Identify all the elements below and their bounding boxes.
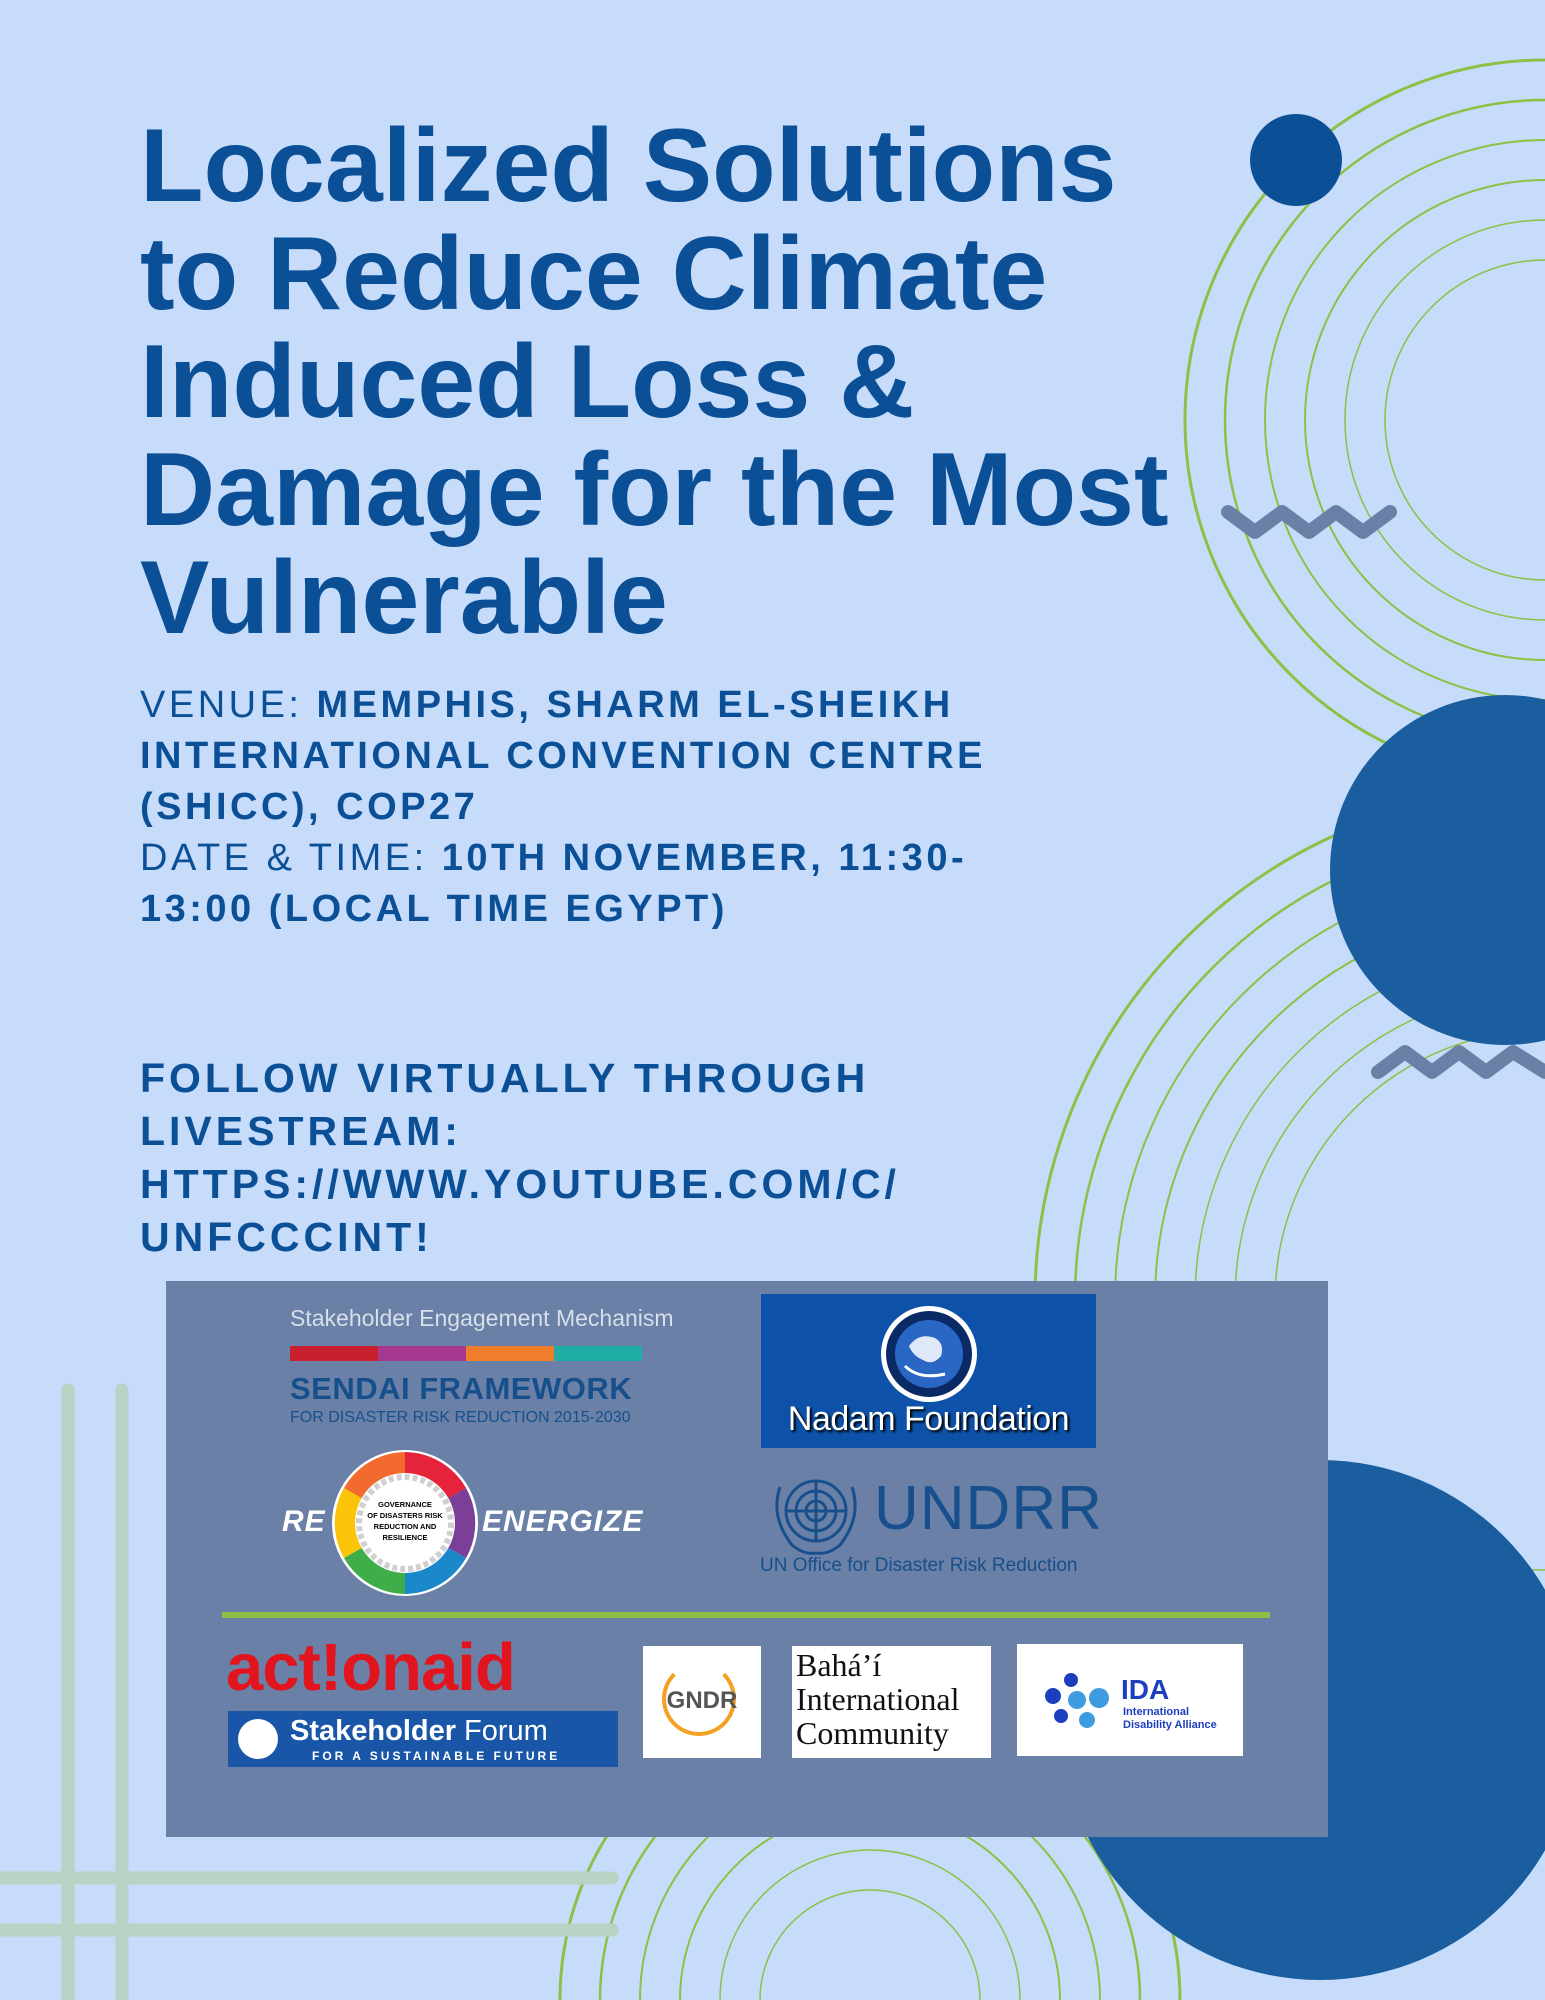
sendai-tagline: FOR DISASTER RISK REDUCTION 2015-2030 bbox=[290, 1409, 631, 1426]
undrr-logo bbox=[760, 1463, 1120, 1593]
globe-icon bbox=[238, 1719, 278, 1759]
bahai-logo bbox=[792, 1646, 991, 1758]
sendai-subtitle: Stakeholder Engagement Mechanism bbox=[290, 1305, 674, 1331]
ida-logo bbox=[1017, 1644, 1243, 1756]
stakeholder-forum-name bbox=[290, 1715, 548, 1748]
bahai-line-2: International bbox=[796, 1681, 960, 1717]
nadam-foundation-logo bbox=[761, 1294, 1096, 1448]
bahai-name bbox=[796, 1648, 959, 1750]
wheel-text-2: OF DISASTERS RISK bbox=[367, 1511, 443, 1520]
sendai-color-bar bbox=[290, 1346, 642, 1361]
gndr-logo bbox=[643, 1646, 761, 1758]
reenergize-logo bbox=[282, 1448, 652, 1598]
stakeholder-forum-logo bbox=[228, 1711, 618, 1767]
partner-logos-panel bbox=[166, 1281, 1328, 1837]
ida-acronym: IDA bbox=[1121, 1674, 1170, 1705]
ida-fullname bbox=[1123, 1706, 1243, 1732]
nadam-name: Nadam Foundation bbox=[787, 1400, 1070, 1438]
un-emblem-icon bbox=[764, 1467, 868, 1559]
actionaid-logo: act!onaid bbox=[226, 1630, 515, 1705]
venue-value: MEMPHIS, SHARM EL-SHEIKH INTERNATIONAL CONVENTION CENTRE (SHICC), COP27 bbox=[140, 684, 986, 828]
reenergize-left: RE bbox=[282, 1505, 326, 1538]
nadam-globe-icon bbox=[879, 1304, 979, 1404]
datetime-value: 10TH NOVEMBER, 11:30-13:00 (LOCAL TIME EGYPT) bbox=[140, 837, 968, 930]
ida-dots-icon bbox=[1041, 1670, 1115, 1730]
gndr-name: GNDR bbox=[666, 1687, 738, 1714]
bahai-line-3: Community bbox=[796, 1715, 949, 1751]
undrr-acronym: UNDRR bbox=[874, 1474, 1103, 1543]
stakeholder-forum-name-rest: Forum bbox=[456, 1715, 548, 1747]
wheel-text-4: RESILIENCE bbox=[382, 1533, 428, 1542]
event-details bbox=[140, 680, 1020, 935]
governance-wheel-icon bbox=[330, 1448, 480, 1598]
reenergize-right: ENERGIZE bbox=[482, 1505, 644, 1538]
bahai-line-1: Bahá’í bbox=[796, 1647, 882, 1683]
wheel-text-3: REDUCTION AND bbox=[373, 1522, 437, 1531]
venue-label: VENUE: bbox=[140, 684, 317, 726]
ida-line-1: International bbox=[1123, 1706, 1190, 1718]
venue-line bbox=[140, 680, 1020, 833]
sendai-framework-logo bbox=[290, 1305, 674, 1427]
stakeholder-forum-tagline: FOR A SUSTAINABLE FUTURE bbox=[312, 1749, 561, 1763]
event-title: Localized Solutions to Reduce Climate Induced Loss & Damage for the Most Vulnerable bbox=[140, 108, 1169, 656]
logo-divider bbox=[222, 1612, 1270, 1618]
livestream-label: FOLLOW VIRTUALLY THROUGH LIVESTREAM: bbox=[140, 1055, 870, 1154]
stakeholder-forum-name-bold: Stakeholder bbox=[290, 1715, 456, 1747]
livestream-link[interactable]: HTTPS://WWW.YOUTUBE.COM/C/ UNFCCCINT! bbox=[140, 1161, 900, 1260]
datetime-line bbox=[140, 833, 1020, 935]
wheel-text-1: GOVERNANCE bbox=[378, 1500, 432, 1509]
undrr-fullname: UN Office for Disaster Risk Reduction bbox=[760, 1555, 1078, 1576]
ida-line-2: Disability Alliance bbox=[1123, 1719, 1217, 1731]
sendai-name: SENDAI FRAMEWORK bbox=[290, 1371, 633, 1406]
livestream-info bbox=[140, 1052, 1020, 1264]
datetime-label: DATE & TIME: bbox=[140, 837, 442, 879]
